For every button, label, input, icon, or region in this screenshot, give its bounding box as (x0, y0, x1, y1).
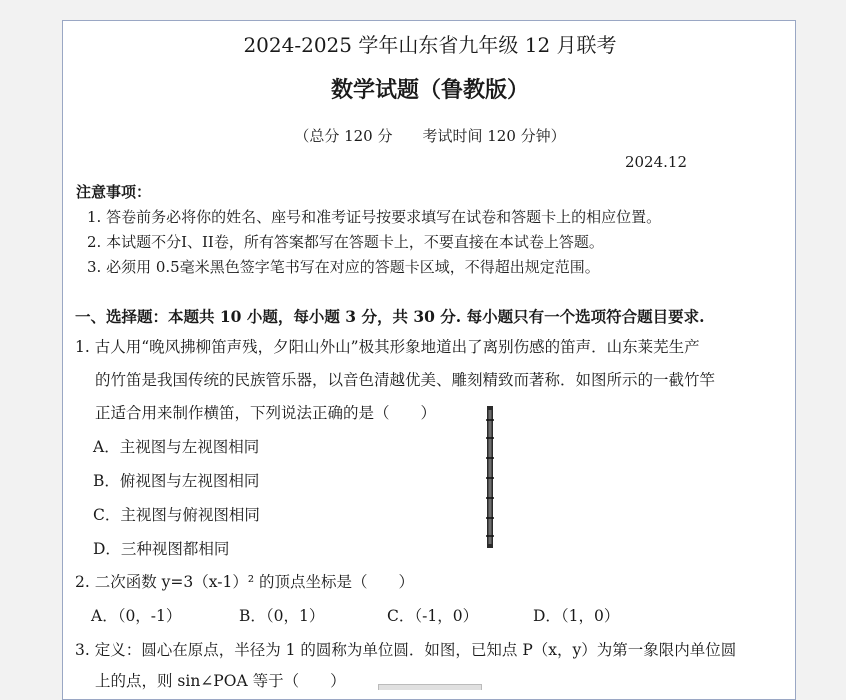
question-1-option-a: A．主视图与左视图相同 (93, 438, 260, 456)
notice-item: 3. 必须用 0.5毫米黑色签字笔书写在对应的答题卡区域，不得超出规定范围。 (87, 258, 600, 276)
bamboo-flute-image (485, 406, 495, 548)
exam-title: 2024-2025 学年山东省九年级 12 月联考 (243, 33, 617, 57)
notice-item: 1. 答卷前务必将你的姓名、座号和准考证号按要求填写在试卷和答题卡上的相应位置。 (87, 208, 662, 226)
notice-heading: 注意事项： (76, 183, 152, 201)
page-scroll-tab[interactable] (378, 684, 482, 690)
question-2-options (91, 604, 619, 626)
question-1-line: 1. 古人用“晚风拂柳笛声残，夕阳山外山”极其形象地道出了离别伤感的笛声．山东莱芜生产 (75, 338, 700, 356)
question-2-option-b: B．（0，1） (239, 607, 325, 625)
question-1-option-d: D．三种视图都相同 (93, 540, 230, 558)
question-2-option-d: D．（1，0） (533, 607, 620, 625)
exam-subject-title: 数学试题（鲁教版） (330, 77, 529, 103)
question-1-line: 的竹笛是我国传统的民族管乐器，以音色清越优美、雕刻精致而著称．如图所示的一截竹竿 (95, 371, 716, 389)
exam-page (62, 20, 796, 700)
question-1-option-b: B．俯视图与左视图相同 (93, 472, 260, 490)
question-3-line: 3. 定义：圆心在原点，半径为 1 的圆称为单位圆．如图，已知点 P（x，y）为第一象限内单位圆 (75, 641, 737, 659)
question-1-line: 正适合用来制作横笛，下列说法正确的是（ ） (95, 404, 437, 422)
question-2-option-a: A．（0，-1） (91, 607, 182, 625)
notice-item: 2. 本试题不分I、II卷，所有答案都写在答题卡上，不要直接在本试卷上答题。 (87, 233, 604, 251)
question-3-line: 上的点，则 sin∠POA 等于（ ） (95, 672, 346, 690)
question-2-option-c: C．（-1，0） (387, 607, 479, 625)
question-2-stem: 2. 二次函数 y=3（x-1）² 的顶点坐标是（ ） (75, 573, 414, 591)
exam-date: 2024.12 (624, 153, 687, 171)
exam-info: （总分 120 分 考试时间 120 分钟） (294, 127, 566, 145)
section-heading: 一、选择题：本题共 10 小题，每小题 3 分，共 30 分. 每小题只有一个选项符合题目要求. (75, 307, 705, 326)
question-1-option-c: C．主视图与俯视图相同 (93, 506, 260, 524)
